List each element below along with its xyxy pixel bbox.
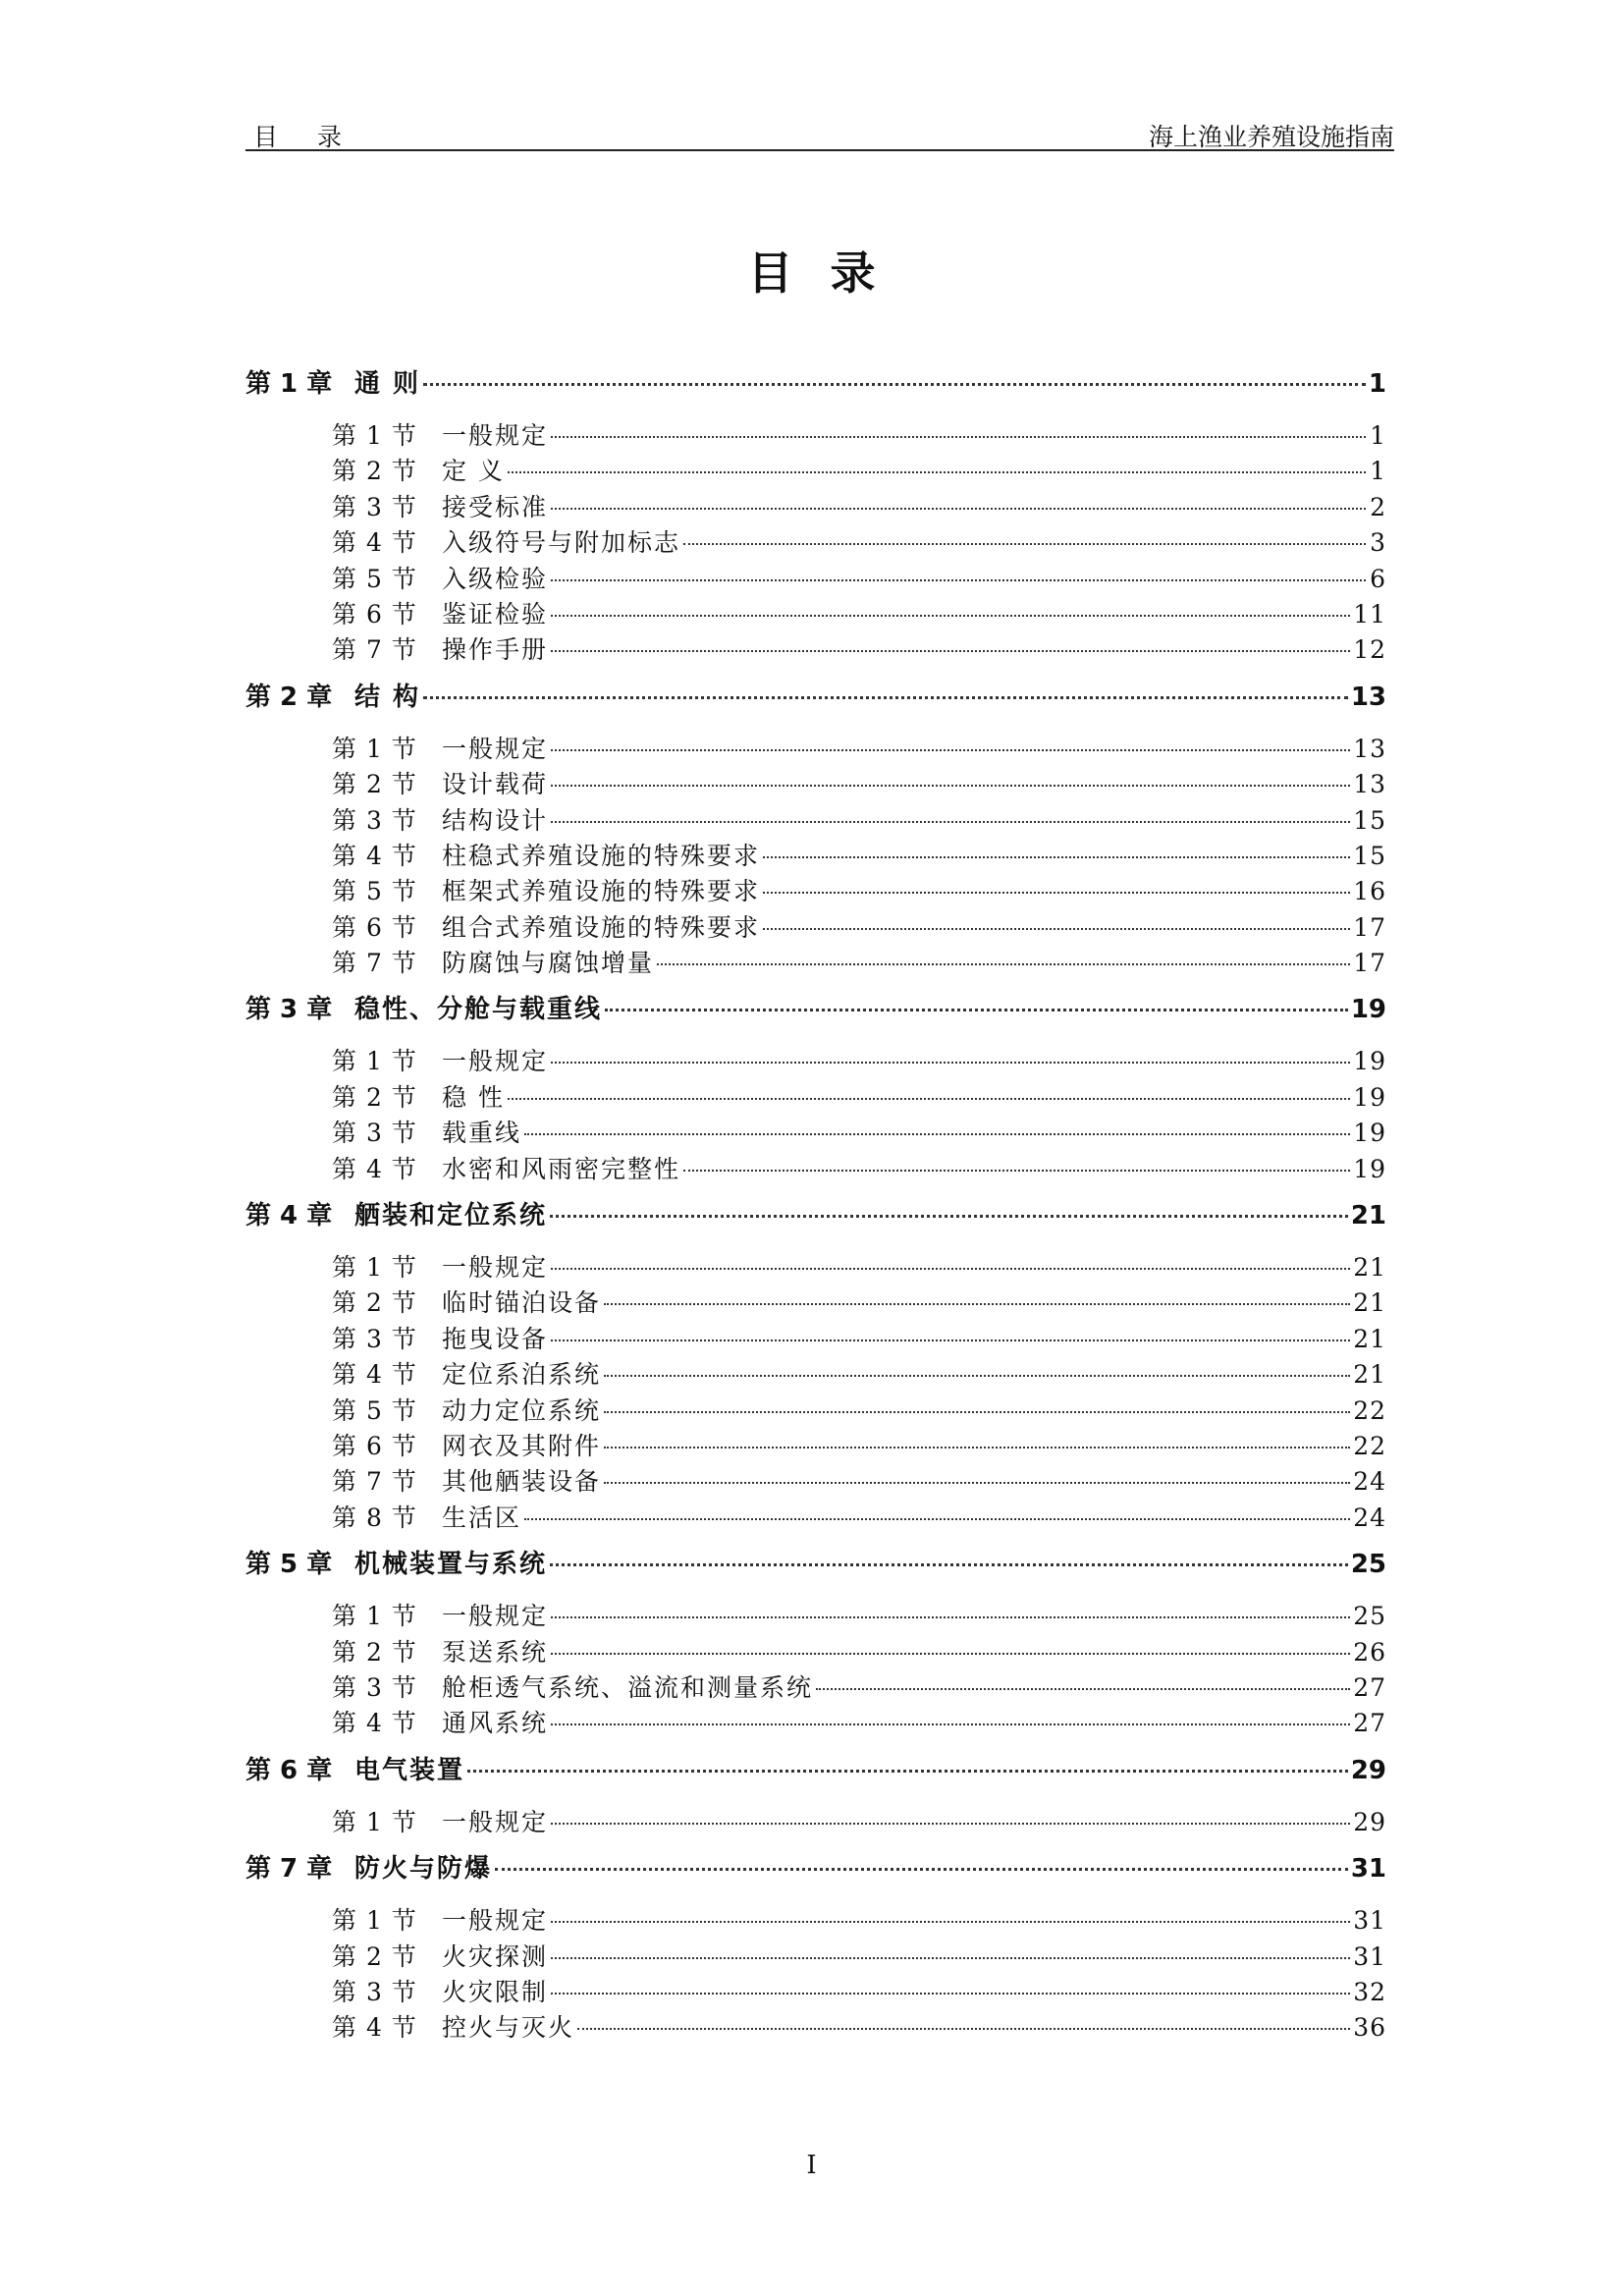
section-title: 舱柜透气系统、溢流和测量系统	[442, 1672, 814, 1702]
dot-leader	[551, 1616, 1350, 1618]
section-title: 水密和风雨密完整性	[442, 1154, 681, 1183]
toc-section-entry[interactable]	[245, 1248, 1386, 1284]
section-number: 第 6 节	[332, 1431, 417, 1460]
dot-leader	[763, 856, 1350, 858]
dot-leader	[551, 785, 1350, 787]
chapter-number: 第 1 章	[245, 369, 333, 399]
toc-chapter-entry[interactable]	[245, 363, 1386, 416]
section-page-number: 17	[1353, 949, 1386, 978]
section-number: 第 3 节	[332, 492, 417, 521]
dot-leader	[423, 383, 1366, 386]
section-title: 一般规定	[442, 1047, 549, 1076]
section-page-number: 22	[1353, 1431, 1386, 1460]
section-number: 第 1 节	[332, 1253, 417, 1283]
section-title: 一般规定	[442, 1807, 549, 1836]
toc-section-entry[interactable]	[245, 801, 1386, 837]
section-number: 第 4 节	[332, 1709, 417, 1738]
chapter-title: 防火与防爆	[354, 1854, 493, 1885]
toc-section-entry[interactable]	[245, 488, 1386, 523]
toc-section-entry[interactable]	[245, 1462, 1386, 1498]
dot-leader	[551, 1339, 1350, 1341]
section-number: 第 1 节	[332, 1047, 417, 1076]
section-page-number: 15	[1353, 805, 1386, 835]
section-number: 第 2 节	[332, 1637, 417, 1667]
toc-section-entry[interactable]	[245, 560, 1386, 595]
dot-leader	[495, 1868, 1348, 1871]
section-page-number: 21	[1353, 1288, 1386, 1318]
toc-chapter-entry[interactable]	[245, 1848, 1386, 1901]
section-page-number: 36	[1353, 2013, 1386, 2043]
section-page-number: 6	[1370, 564, 1386, 593]
dot-leader	[423, 696, 1348, 699]
dot-leader	[551, 1921, 1350, 1923]
section-page-number: 25	[1353, 1602, 1386, 1631]
section-number: 第 3 节	[332, 1119, 417, 1148]
dot-leader	[524, 1518, 1350, 1520]
section-number: 第 2 节	[332, 770, 417, 799]
toc-chapter-entry[interactable]	[245, 989, 1386, 1042]
section-number: 第 3 节	[332, 1324, 417, 1353]
section-number: 第 1 节	[332, 1602, 417, 1631]
section-title: 网衣及其附件	[442, 1431, 602, 1460]
section-page-number: 19	[1353, 1119, 1386, 1148]
section-number: 第 4 节	[332, 528, 417, 558]
section-title: 一般规定	[442, 421, 549, 450]
dot-leader	[551, 1823, 1350, 1825]
toc-section-entry[interactable]	[245, 1078, 1386, 1114]
section-title: 稳 性	[442, 1082, 505, 1112]
section-number: 第 5 节	[332, 877, 417, 906]
dot-leader	[551, 579, 1366, 581]
section-title: 一般规定	[442, 1906, 549, 1936]
toc-section-entry[interactable]	[245, 1973, 1386, 2008]
chapter-title: 机械装置与系统	[354, 1550, 548, 1580]
chapter-page-number: 19	[1350, 995, 1386, 1025]
section-number: 第 1 节	[332, 421, 417, 450]
chapter-page-number: 29	[1350, 1755, 1386, 1785]
chapter-title: 电气装置	[354, 1755, 465, 1785]
toc-section-entry[interactable]	[245, 1150, 1386, 1185]
section-number: 第 2 节	[332, 1288, 417, 1318]
toc-section-entry[interactable]	[245, 1114, 1386, 1149]
section-page-number: 21	[1353, 1324, 1386, 1353]
section-title: 泵送系统	[442, 1637, 549, 1667]
section-title: 控火与灭火	[442, 2013, 575, 2043]
toc-section-entry[interactable]	[245, 416, 1386, 452]
chapter-page-number: 31	[1350, 1854, 1386, 1885]
toc-section-entry[interactable]	[245, 1427, 1386, 1462]
section-page-number: 13	[1353, 734, 1386, 763]
toc-section-entry[interactable]	[245, 1704, 1386, 1739]
dot-leader	[577, 2028, 1350, 2030]
toc-section-entry[interactable]	[245, 1392, 1386, 1427]
dot-leader	[467, 1770, 1348, 1773]
chapter-title: 结 构	[354, 682, 421, 712]
dot-leader	[604, 1411, 1350, 1413]
section-number: 第 8 节	[332, 1503, 417, 1532]
toc-chapter-entry[interactable]	[245, 1195, 1386, 1248]
section-page-number: 24	[1353, 1467, 1386, 1497]
toc-section-entry[interactable]	[245, 908, 1386, 944]
dot-leader	[551, 436, 1366, 438]
toc-section-entry[interactable]	[245, 872, 1386, 907]
section-number: 第 1 节	[332, 1906, 417, 1936]
section-page-number: 21	[1353, 1253, 1386, 1283]
dot-leader	[551, 821, 1350, 823]
dot-leader	[605, 1009, 1348, 1011]
dot-leader	[657, 963, 1350, 965]
toc-section-entry[interactable]	[245, 765, 1386, 800]
chapter-number: 第 2 章	[245, 682, 333, 712]
page-title: 目录	[747, 246, 913, 300]
chapter-page-number: 1	[1368, 369, 1386, 399]
dot-leader	[508, 1098, 1350, 1100]
dot-leader	[604, 1303, 1350, 1305]
running-header	[245, 110, 1394, 151]
section-page-number: 17	[1353, 912, 1386, 942]
section-title: 一般规定	[442, 734, 549, 763]
section-page-number: 27	[1353, 1672, 1386, 1702]
dot-leader	[551, 1993, 1350, 1995]
section-title: 结构设计	[442, 805, 549, 835]
section-title: 火灾探测	[442, 1941, 549, 1971]
section-number: 第 7 节	[332, 635, 417, 665]
section-page-number: 13	[1353, 770, 1386, 799]
dot-leader	[763, 892, 1350, 894]
toc-section-entry[interactable]	[245, 1633, 1386, 1668]
dot-leader	[551, 508, 1366, 510]
section-number: 第 3 节	[332, 1672, 417, 1702]
section-page-number: 16	[1353, 877, 1386, 906]
dot-leader	[604, 1375, 1350, 1377]
dot-leader	[508, 471, 1366, 473]
section-page-number: 21	[1353, 1360, 1386, 1390]
header-section-title: 目 录	[253, 123, 357, 151]
section-page-number: 12	[1353, 635, 1386, 665]
section-page-number: 3	[1370, 528, 1386, 558]
section-number: 第 4 节	[332, 1360, 417, 1390]
dot-leader	[551, 749, 1350, 751]
toc-section-entry[interactable]	[245, 1803, 1386, 1838]
section-page-number: 15	[1353, 841, 1386, 870]
chapter-number: 第 6 章	[245, 1755, 333, 1785]
section-page-number: 24	[1353, 1503, 1386, 1532]
section-number: 第 7 节	[332, 949, 417, 978]
dot-leader	[763, 928, 1350, 930]
section-page-number: 26	[1353, 1637, 1386, 1667]
section-title: 其他舾装设备	[442, 1467, 602, 1497]
chapter-page-number: 21	[1350, 1201, 1386, 1231]
dot-leader	[551, 1268, 1350, 1270]
section-title: 接受标准	[442, 492, 549, 521]
section-title: 入级检验	[442, 564, 549, 593]
section-title: 框架式养殖设施的特殊要求	[442, 877, 761, 906]
toc-section-entry[interactable]	[245, 595, 1386, 630]
section-number: 第 2 节	[332, 457, 417, 486]
section-title: 入级符号与附加标志	[442, 528, 681, 558]
section-page-number: 1	[1370, 457, 1386, 486]
section-page-number: 27	[1353, 1709, 1386, 1738]
section-title: 载重线	[442, 1119, 522, 1148]
section-title: 定位系泊系统	[442, 1360, 602, 1390]
section-title: 动力定位系统	[442, 1395, 602, 1425]
toc-section-entry[interactable]	[245, 1597, 1386, 1632]
dot-leader	[550, 1215, 1348, 1218]
toc-section-entry[interactable]	[245, 523, 1386, 559]
toc-section-entry[interactable]	[245, 2008, 1386, 2044]
dot-leader	[551, 1062, 1350, 1064]
section-title: 组合式养殖设施的特殊要求	[442, 912, 761, 942]
section-title: 临时锚泊设备	[442, 1288, 602, 1318]
section-title: 通风系统	[442, 1709, 549, 1738]
section-title: 火灾限制	[442, 1977, 549, 2006]
section-page-number: 19	[1353, 1047, 1386, 1076]
section-page-number: 29	[1353, 1807, 1386, 1836]
section-page-number: 22	[1353, 1395, 1386, 1425]
toc-section-entry[interactable]	[245, 1355, 1386, 1391]
dot-leader	[524, 1133, 1350, 1135]
section-title: 一般规定	[442, 1253, 549, 1283]
page-number: I	[806, 2151, 817, 2180]
dot-leader	[551, 1653, 1350, 1655]
table-of-contents	[245, 363, 1386, 2045]
section-number: 第 5 节	[332, 1395, 417, 1425]
toc-section-entry[interactable]	[245, 1320, 1386, 1355]
section-title: 拖曳设备	[442, 1324, 549, 1353]
section-number: 第 4 节	[332, 1154, 417, 1183]
section-number: 第 3 节	[332, 1977, 417, 2006]
section-page-number: 31	[1353, 1906, 1386, 1936]
dot-leader	[604, 1447, 1350, 1449]
dot-leader	[551, 650, 1350, 652]
section-page-number: 1	[1370, 421, 1386, 450]
section-title: 生活区	[442, 1503, 522, 1532]
section-number: 第 1 节	[332, 734, 417, 763]
toc-section-entry[interactable]	[245, 1499, 1386, 1534]
section-title: 防腐蚀与腐蚀增量	[442, 949, 655, 978]
toc-chapter-entry[interactable]	[245, 1750, 1386, 1803]
section-number: 第 6 节	[332, 912, 417, 942]
toc-section-entry[interactable]	[245, 837, 1386, 872]
section-page-number: 19	[1353, 1082, 1386, 1112]
dot-leader	[683, 543, 1366, 545]
section-page-number: 32	[1353, 1977, 1386, 2006]
toc-section-entry[interactable]	[245, 452, 1386, 487]
chapter-title: 稳性、分舱与载重线	[354, 995, 603, 1025]
chapter-number: 第 4 章	[245, 1201, 333, 1231]
chapter-title: 通 则	[354, 369, 421, 399]
chapter-page-number: 25	[1350, 1550, 1386, 1580]
dot-leader	[683, 1170, 1350, 1172]
chapter-number: 第 5 章	[245, 1550, 333, 1580]
toc-section-entry[interactable]	[245, 1042, 1386, 1077]
section-number: 第 1 节	[332, 1807, 417, 1836]
section-number: 第 6 节	[332, 599, 417, 629]
section-number: 第 4 节	[332, 2013, 417, 2043]
section-title: 操作手册	[442, 635, 549, 665]
section-title: 一般规定	[442, 1602, 549, 1631]
section-title: 定 义	[442, 457, 505, 486]
section-number: 第 2 节	[332, 1082, 417, 1112]
toc-section-entry[interactable]	[245, 1284, 1386, 1319]
header-document-title: 海上渔业养殖设施指南	[1148, 123, 1394, 151]
toc-section-entry[interactable]	[245, 1668, 1386, 1704]
chapter-number: 第 3 章	[245, 995, 333, 1025]
toc-section-entry[interactable]	[245, 944, 1386, 979]
section-number: 第 3 节	[332, 805, 417, 835]
chapter-title: 舾装和定位系统	[354, 1201, 548, 1231]
toc-chapter-entry[interactable]	[245, 677, 1386, 730]
toc-section-entry[interactable]	[245, 1938, 1386, 1973]
toc-section-entry[interactable]	[245, 630, 1386, 666]
dot-leader	[604, 1482, 1350, 1484]
toc-chapter-entry[interactable]	[245, 1544, 1386, 1597]
section-page-number: 2	[1370, 492, 1386, 521]
section-page-number: 11	[1353, 599, 1386, 629]
dot-leader	[551, 1957, 1350, 1959]
dot-leader	[551, 1723, 1350, 1725]
section-title: 柱稳式养殖设施的特殊要求	[442, 841, 761, 870]
chapter-number: 第 7 章	[245, 1854, 333, 1885]
chapter-page-number: 13	[1350, 682, 1386, 712]
section-number: 第 2 节	[332, 1941, 417, 1971]
section-page-number: 31	[1353, 1941, 1386, 1971]
dot-leader	[551, 615, 1350, 617]
section-page-number: 19	[1353, 1154, 1386, 1183]
section-title: 鉴证检验	[442, 599, 549, 629]
section-number: 第 7 节	[332, 1467, 417, 1497]
section-number: 第 4 节	[332, 841, 417, 870]
dot-leader	[816, 1688, 1350, 1690]
toc-section-entry[interactable]	[245, 1901, 1386, 1937]
toc-section-entry[interactable]	[245, 730, 1386, 765]
dot-leader	[550, 1563, 1348, 1566]
section-number: 第 5 节	[332, 564, 417, 593]
section-title: 设计载荷	[442, 770, 549, 799]
